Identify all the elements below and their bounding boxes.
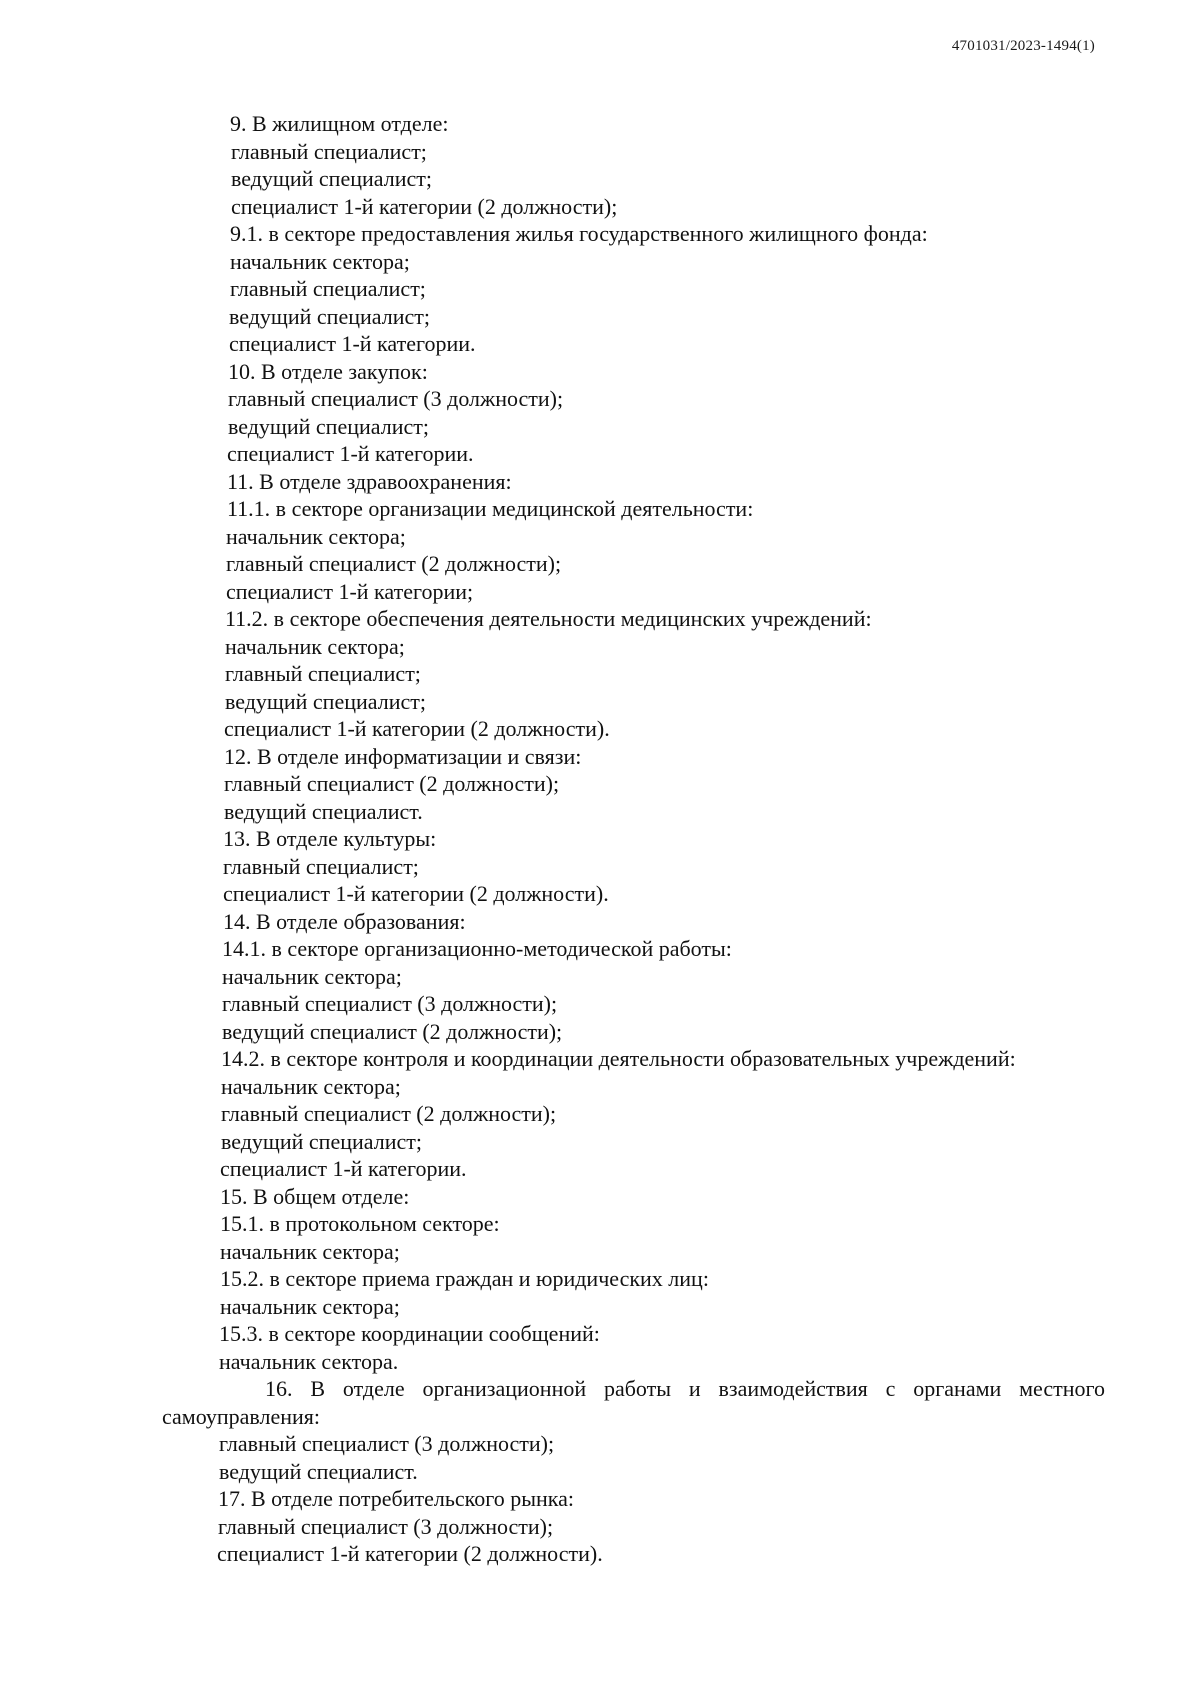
text-line: главный специалист; xyxy=(223,853,419,879)
text-line: специалист 1-й категории (2 должности). xyxy=(217,1541,603,1566)
text-line: специалист 1-й категории. xyxy=(220,1156,467,1181)
text-line: 11.1. в секторе организации медицинской деятельности: xyxy=(227,496,754,521)
text-line: начальник сектора; xyxy=(220,1238,400,1264)
text-line: главный специалист (3 должности); xyxy=(222,991,558,1016)
text-line: 9. В жилищном отделе: xyxy=(230,111,449,136)
text-line: 14. В отделе образования: xyxy=(223,908,466,934)
text-line: 15. В общем отделе: xyxy=(220,1183,410,1209)
text-line: специалист 1-й категории (2 должности). xyxy=(223,881,609,906)
text-line: ведущий специалист; xyxy=(221,1128,422,1154)
text-line: 16. В отделе организационной работы и взаимодействия с органами местного xyxy=(265,1376,1105,1401)
text-line: главный специалист (3 должности); xyxy=(219,1431,555,1456)
text-line: 15.3. в секторе координации сообщений: xyxy=(219,1321,600,1346)
text-line: ведущий специалист; xyxy=(231,166,432,191)
text-line: начальник сектора; xyxy=(226,523,406,549)
text-line: ведущий специалист (2 должности); xyxy=(222,1018,563,1044)
text-line: начальник сектора; xyxy=(222,963,402,989)
document-number: 4701031/2023-1494(1) xyxy=(951,38,1095,54)
text-line: главный специалист (3 должности); xyxy=(228,386,564,411)
text-line: 10. В отделе закупок: xyxy=(228,358,428,384)
text-line: главный специалист (3 должности); xyxy=(218,1513,554,1539)
text-line: начальник сектора; xyxy=(220,1293,400,1319)
text-line: главный специалист (2 должности); xyxy=(221,1101,557,1126)
text-line: самоуправления: xyxy=(162,1403,321,1429)
text-line: 15.2. в секторе приема граждан и юридических лиц: xyxy=(220,1266,709,1291)
text-line: специалист 1-й категории; xyxy=(226,578,474,604)
text-line: главный специалист (2 должности); xyxy=(226,551,562,576)
text-line: главный специалист; xyxy=(225,661,421,686)
text-line: ведущий специалист. xyxy=(224,798,423,824)
text-line: ведущий специалист; xyxy=(229,303,430,329)
text-line: ведущий специалист. xyxy=(219,1458,418,1484)
text-line: 15.1. в протокольном секторе: xyxy=(220,1211,500,1236)
text-line: 14.1. в секторе организационно-методической работы: xyxy=(222,936,732,961)
text-line: начальник сектора; xyxy=(230,248,410,274)
text-line: главный специалист (2 должности); xyxy=(224,771,560,796)
text-line: ведущий специалист; xyxy=(228,413,429,439)
text-line: 13. В отделе культуры: xyxy=(223,826,437,851)
text-line: 17. В отделе потребительского рынка: xyxy=(218,1486,574,1511)
text-line: 12. В отделе информатизации и связи: xyxy=(224,743,582,769)
text-line: главный специалист; xyxy=(230,276,426,301)
text-line: 14.2. в секторе контроля и координации деятельности образовательных учреждений: xyxy=(221,1046,1016,1071)
text-line: специалист 1-й категории. xyxy=(229,331,476,356)
text-line: 9.1. в секторе предоставления жилья государственного жилищного фонда: xyxy=(230,221,928,246)
text-line: начальник сектора. xyxy=(219,1348,399,1374)
text-line: специалист 1-й категории. xyxy=(227,441,474,466)
text-line: специалист 1-й категории (2 должности). xyxy=(224,716,610,741)
text-line: главный специалист; xyxy=(231,138,427,164)
text-line: 11.2. в секторе обеспечения деятельности медицинских учреждений: xyxy=(225,606,872,631)
text-line: ведущий специалист; xyxy=(225,688,426,714)
text-line: начальник сектора; xyxy=(225,633,405,659)
text-line: специалист 1-й категории (2 должности); xyxy=(231,193,618,219)
page-body xyxy=(0,110,1200,1568)
text-line: 11. В отделе здравоохранения: xyxy=(227,468,512,494)
text-line: начальник сектора; xyxy=(221,1073,401,1099)
